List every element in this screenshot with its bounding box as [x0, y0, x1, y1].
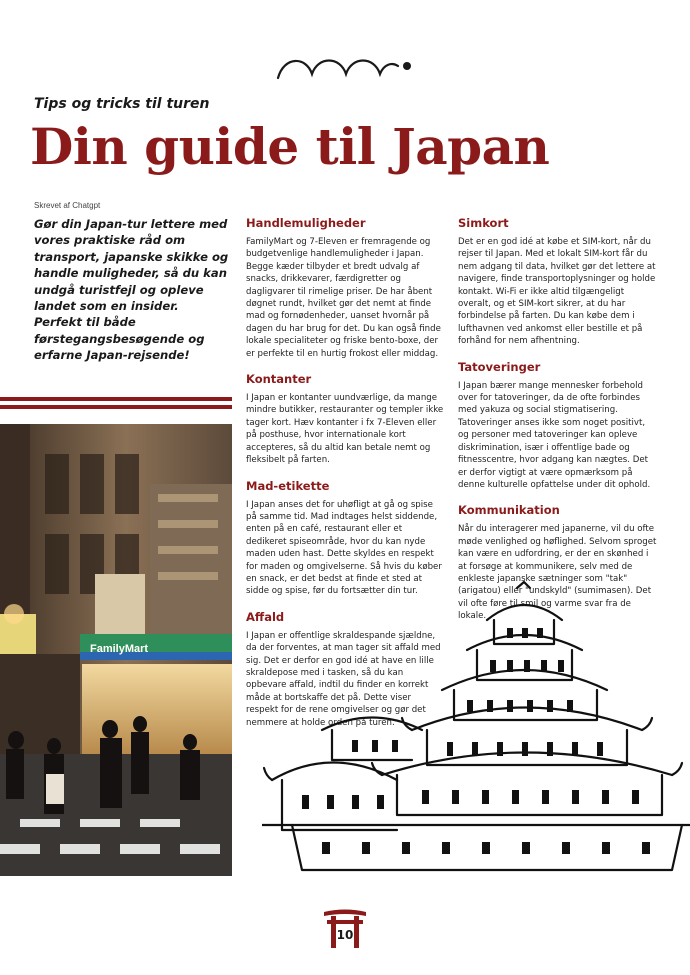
byline: Skrevet af Chatgpt	[34, 201, 101, 210]
wave-ornament-icon	[270, 50, 420, 84]
page-title: Din guide til Japan	[30, 117, 550, 176]
divider-rules	[0, 397, 232, 413]
section-body-mad-etikette: I Japan anses det for uhøfligt at gå og spise på samme tid. Mad indtages helst siddende, enten på en café, restaurant eller et dedikeret spiseområde, hvor du kan nyde maden uden hast. Dette skyldes en respekt for maden og omgivelserne. Så hvis du køber en snack, er det bedst at finde et sted at sidde og spise, før du fortsætter din tur.	[246, 499, 442, 597]
section-heading-handlemuligheder: Handlemuligheder	[246, 216, 366, 230]
section-body-handlemuligheder: FamilyMart og 7-Eleven er fremragende og budgetvenlige handlemuligheder i Japan. Begge kæder tilbyder et bredt udvalg af snacks, drikkevarer, færdigretter og dagligvarer til rimelige priser. De har åbent døgnet rundt, hvilket gør det nemt at finde mad og fornødenheder, uanset hvornår på dagen du har brug for det. Du kan også finde lokale specialiteter og friske bento-boxe, der er perfekte til en hurtig frokost eller middag.	[246, 237, 441, 359]
intro-text: Gør din Japan-tur lettere med vores praktiske råd om transport, japanske skikke og handle muligheder, så du kan undgå turistfejl og opleve landet som en insider. Perfekt til både førstegangsbesøgende og erfarne Japan-rejsende!	[34, 217, 229, 363]
section-heading-mad-etikette: Mad-etikette	[246, 478, 330, 493]
section-heading-kontanter: Kontanter	[246, 372, 312, 387]
section-heading-tatoveringer: Tatoveringer	[458, 359, 541, 374]
section-body-tatoveringer: I Japan bærer mange mennesker forbehold over for tatoveringer, da de ofte forbindes med yakuza og social stigmatisering. Tatoveringer anses ikke som noget positivt, og personer med tatoveringer kan opleve diskrimination, især i offentlige bade og fitnesscentre, hvor adgang kan nægtes. Det er derfor vigtigt at være opmærksom på denne kulturelle opfattelse under dit ophold.	[458, 380, 651, 490]
page-number: 10	[336, 928, 354, 942]
castle-illustration-icon	[262, 580, 690, 880]
section-body-affald: I Japan er offentlige skraldespande sjældne, da der forventes, at man tager sit affald med sig. Det er derfor en god idé at have en lille skraldepose med i tasken, så du kan opbevare affald, indtil du finder en korrekt måde at bortskaffe det på. Dette viser respekt for de rene omgivelser og gør det nemmere at holde orden på turen.	[246, 630, 441, 728]
section-body-kommunikation: Når du interagerer med japanerne, vil du ofte møde venlighed og høflighed. Selvom sproget kan være en udfordring, er der en skønhed i at forsøge at kommunikere, selv med de enkleste japanske sætninger som "tak" (arigatou) eller "undskyld" (sumimasen). Det vil ofte føre til smil og varme svar fra de lokale.	[458, 524, 657, 622]
section-heading-kommunikation: Kommunikation	[458, 503, 560, 518]
section-heading-affald: Affald	[246, 609, 285, 624]
street-photo	[0, 424, 232, 876]
kicker: Tips og tricks til turen	[34, 96, 210, 112]
section-heading-simkort: Simkort	[458, 216, 509, 230]
store-sign: FamilyMart	[90, 643, 149, 655]
section-body-simkort: Det er en god idé at købe et SIM-kort, når du rejser til Japan. Med et lokalt SIM-kort får du nem adgang til data, hvilket gør det lettere at navigere, finde transportoplysninger og holde kontakt. Wi-Fi er ikke altid tilgængeligt overalt, og et SIM-kort sikrer, at du har forbindelse på farten. Du kan købe dem i lufthavnen ved ankomst eller bestille et på forhånd for nem afhentning.	[458, 237, 656, 347]
column-right	[458, 216, 658, 635]
section-body-kontanter: I Japan er kontanter uundværlige, da mange mindre butikker, restauranter og templer ikke tager kort. Hæv kontanter i fx 7-Eleven eller på posthuse, hvor internationale kort accepteres, så du altid kan betale nemt og fleksibelt på farten.	[246, 393, 444, 466]
